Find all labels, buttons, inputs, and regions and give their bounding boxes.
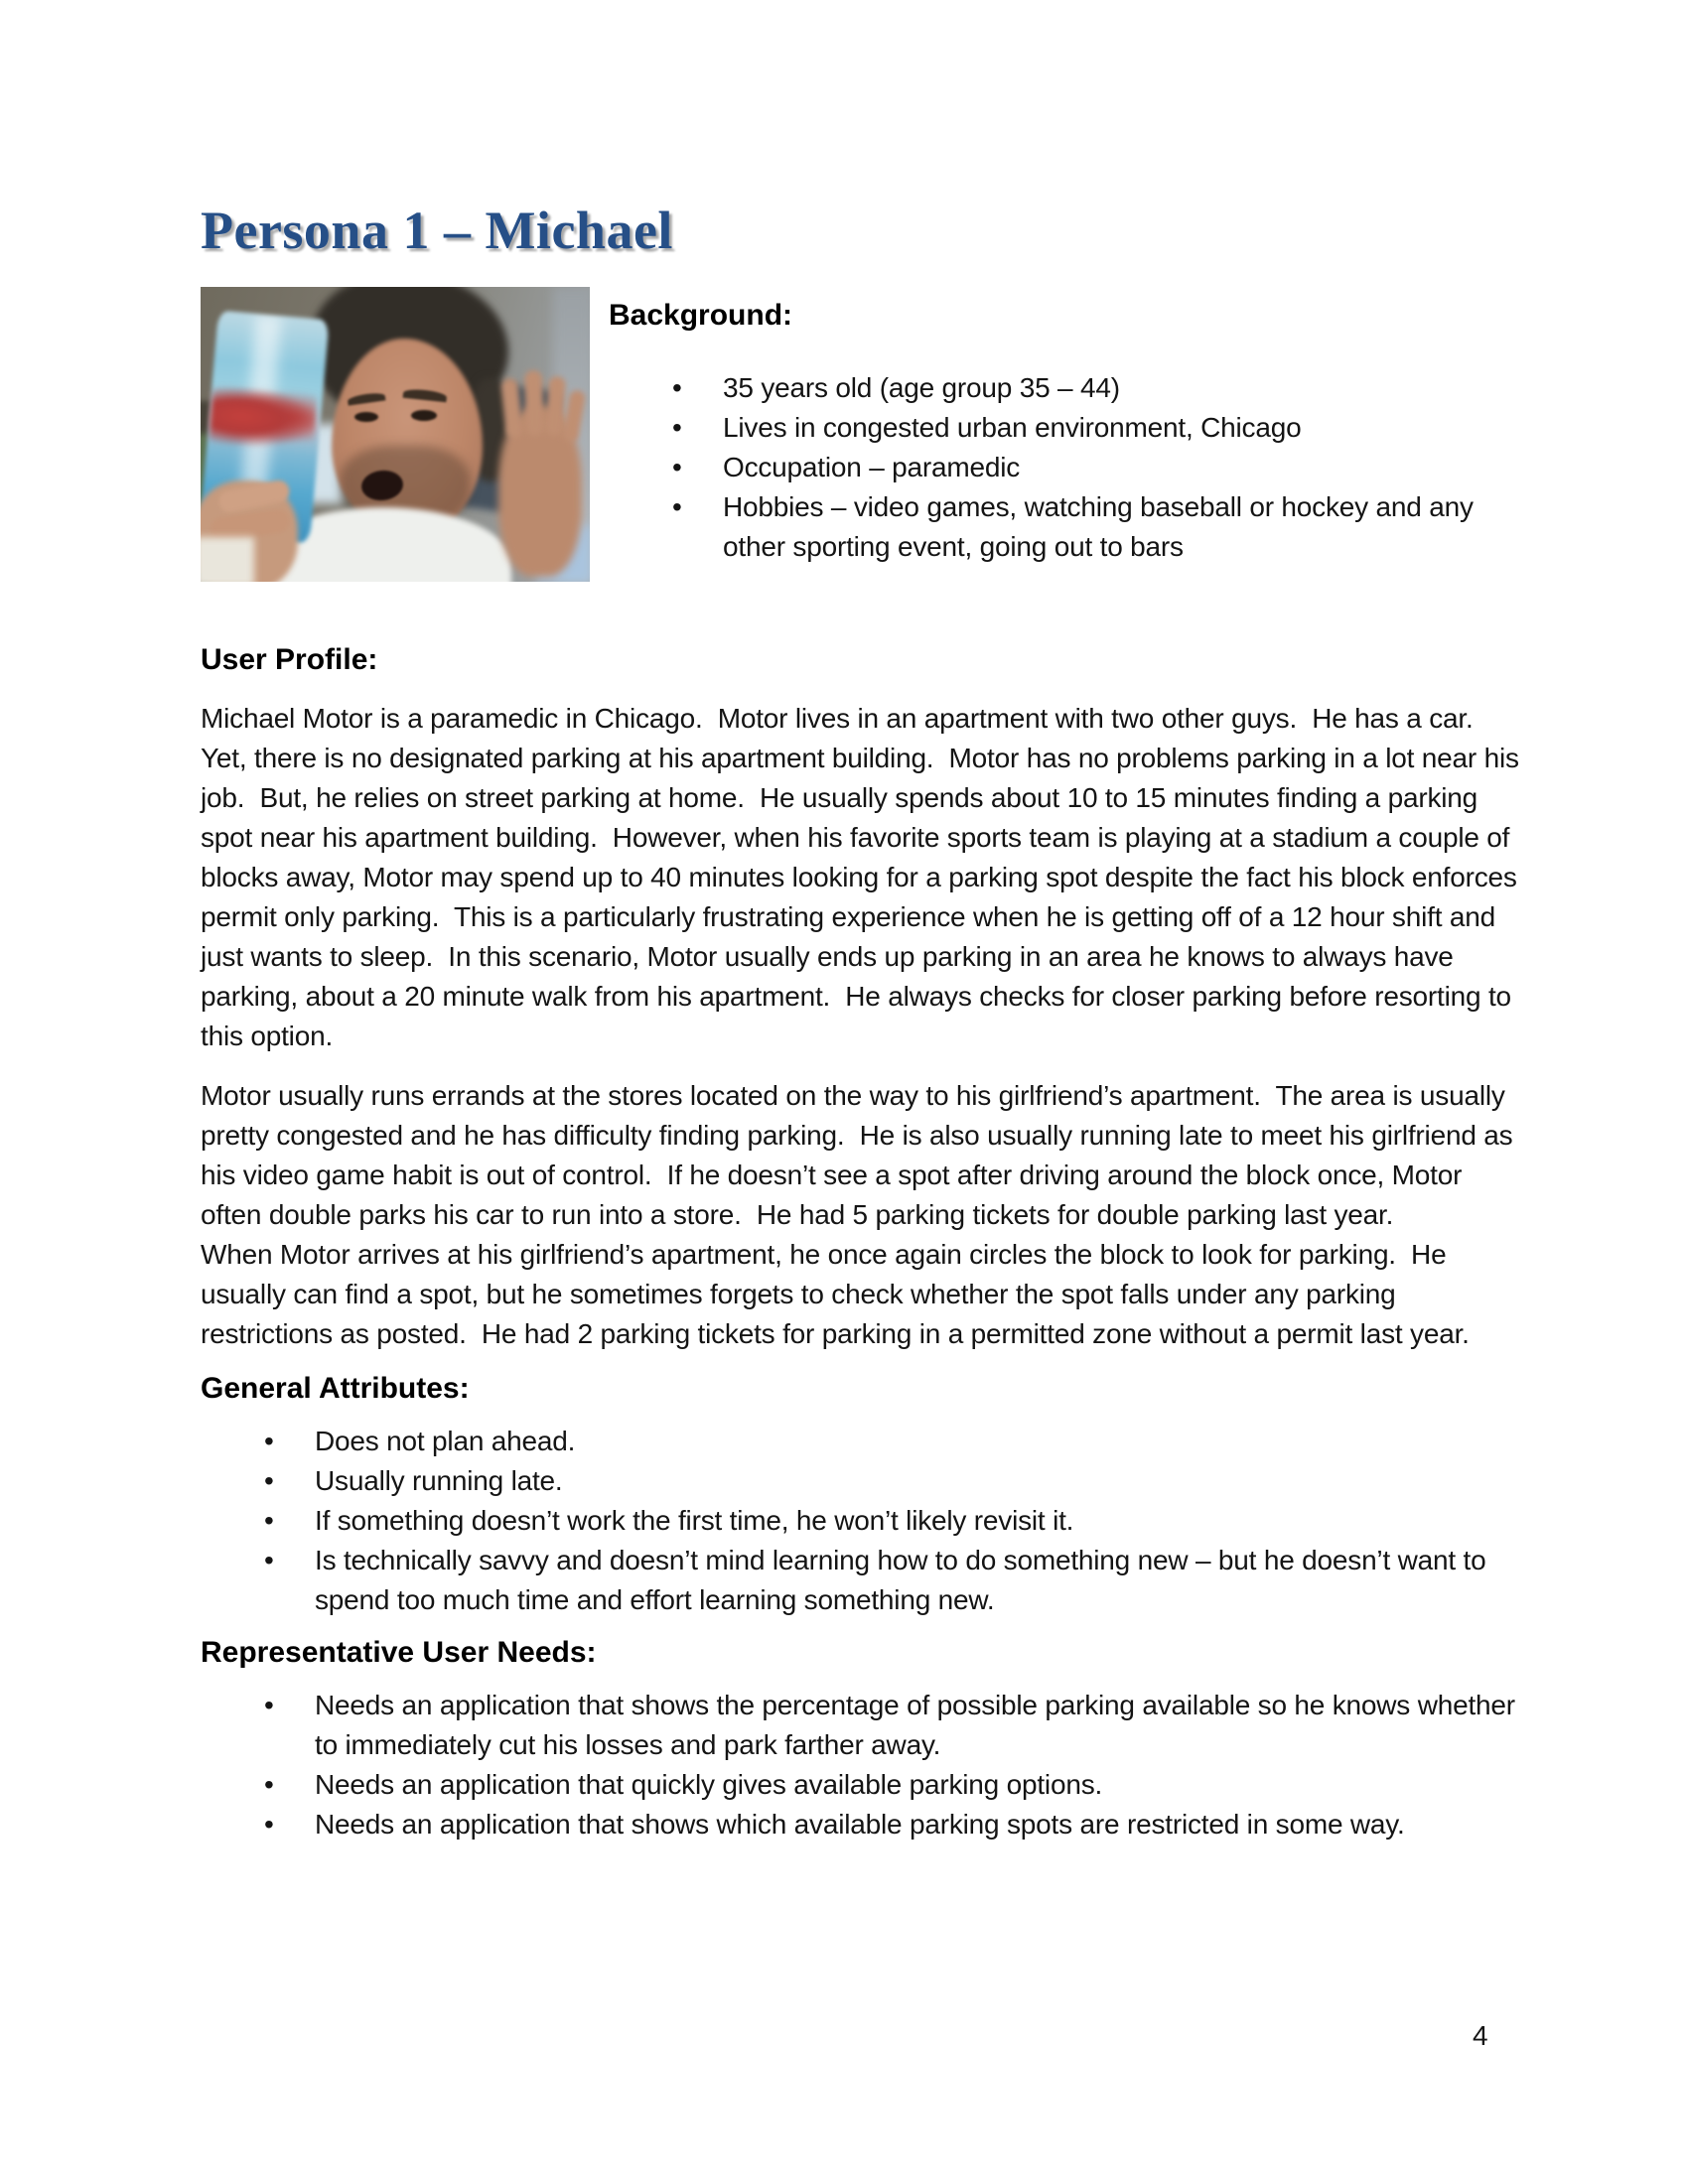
general-attributes-bullet-list xyxy=(201,1422,1523,1620)
photo-right-eye-shape xyxy=(411,410,437,421)
user-profile-paragraph-2: Motor usually runs errands at the stores located on the way to his girlfriend’s apartment. The area is usually pretty congested and he has difficulty finding parking. He is also usually running late to meet his girlfriend as his video game habit is out of control. If he doesn’t see a spot after driving around the block once, Motor often double parks his car to run into a store. He had 5 parking tickets for double parking last year. xyxy=(201,1080,1521,1230)
list-item: • Lives in congested urban environment, Chicago xyxy=(609,408,1523,448)
list-item: • Hobbies – video games, watching baseball or hockey and any other sporting event, going out to bars xyxy=(609,487,1523,567)
user-profile-paragraph-1: Michael Motor is a paramedic in Chicago. Motor lives in an apartment with two other guys. He has a car. Yet, there is no designated parking at his apartment building. Motor has no problems parking in a lot near his job. But, he relies on street parking at home. He usually spends about 10 to 15 minutes finding a parking spot near his apartment building. However, when his favorite sports team is playing at a stadium a couple of blocks away, Motor may spend up to 40 minutes looking for a parking spot despite the fact his block enforces permit only parking. This is a particularly frustrating experience when he is getting off of a 12 hour shift and just wants to sleep. In this scenario, Motor usually ends up parking in an area he knows to always have parking, about a 20 minute walk from his apartment. He always checks for closer parking before resorting to this option. xyxy=(201,703,1527,1051)
list-item: • Needs an application that shows the percentage of possible parking available so he knows whether to immediately cut his losses and park farther away. xyxy=(201,1686,1523,1765)
user-profile-paragraph-3: When Motor arrives at his girlfriend’s apartment, he once again circles the block to look for parking. He usually can find a spot, but he sometimes forgets to check whether the spot falls under any parking restrictions as posted. He had 2 parking tickets for parking in a permitted zone without a permit last year. xyxy=(201,1239,1470,1349)
general-attributes-heading: General Attributes: xyxy=(201,1372,470,1405)
list-item: • Does not plan ahead. xyxy=(201,1422,1523,1461)
list-item: • Usually running late. xyxy=(201,1461,1523,1501)
photo-left-eye-shape xyxy=(354,412,378,422)
list-item: • If something doesn’t work the first time, he won’t likely revisit it. xyxy=(201,1501,1523,1541)
photo-raised-hand-finger-shape xyxy=(524,370,544,437)
page-title: Persona 1 – Michael xyxy=(201,201,673,260)
photo-sleeve-cuff-shape xyxy=(201,537,254,582)
list-item: • Occupation – paramedic xyxy=(609,448,1523,487)
list-item: • Needs an application that quickly gives available parking options. xyxy=(201,1765,1523,1805)
list-item: • Needs an application that shows which available parking spots are restricted in some way. xyxy=(201,1805,1523,1844)
representative-user-needs-heading: Representative User Needs: xyxy=(201,1636,597,1669)
photo-and-background-row xyxy=(201,287,1523,582)
photo-can-red-logo-shape xyxy=(209,385,318,450)
document-content xyxy=(201,201,1527,1844)
user-profile-heading: User Profile: xyxy=(201,643,378,676)
persona-photo xyxy=(201,287,590,582)
background-heading: Background: xyxy=(609,299,793,332)
background-bullet-list xyxy=(609,368,1523,567)
list-item: • Is technically savvy and doesn’t mind learning how to do something new – but he doesn’t want to spend too much time and effort learning something new. xyxy=(201,1541,1523,1620)
page-number: 4 xyxy=(1473,2020,1488,2051)
list-item: • 35 years old (age group 35 – 44) xyxy=(609,368,1523,408)
background-section xyxy=(609,287,1523,567)
user-needs-bullet-list xyxy=(201,1686,1523,1844)
